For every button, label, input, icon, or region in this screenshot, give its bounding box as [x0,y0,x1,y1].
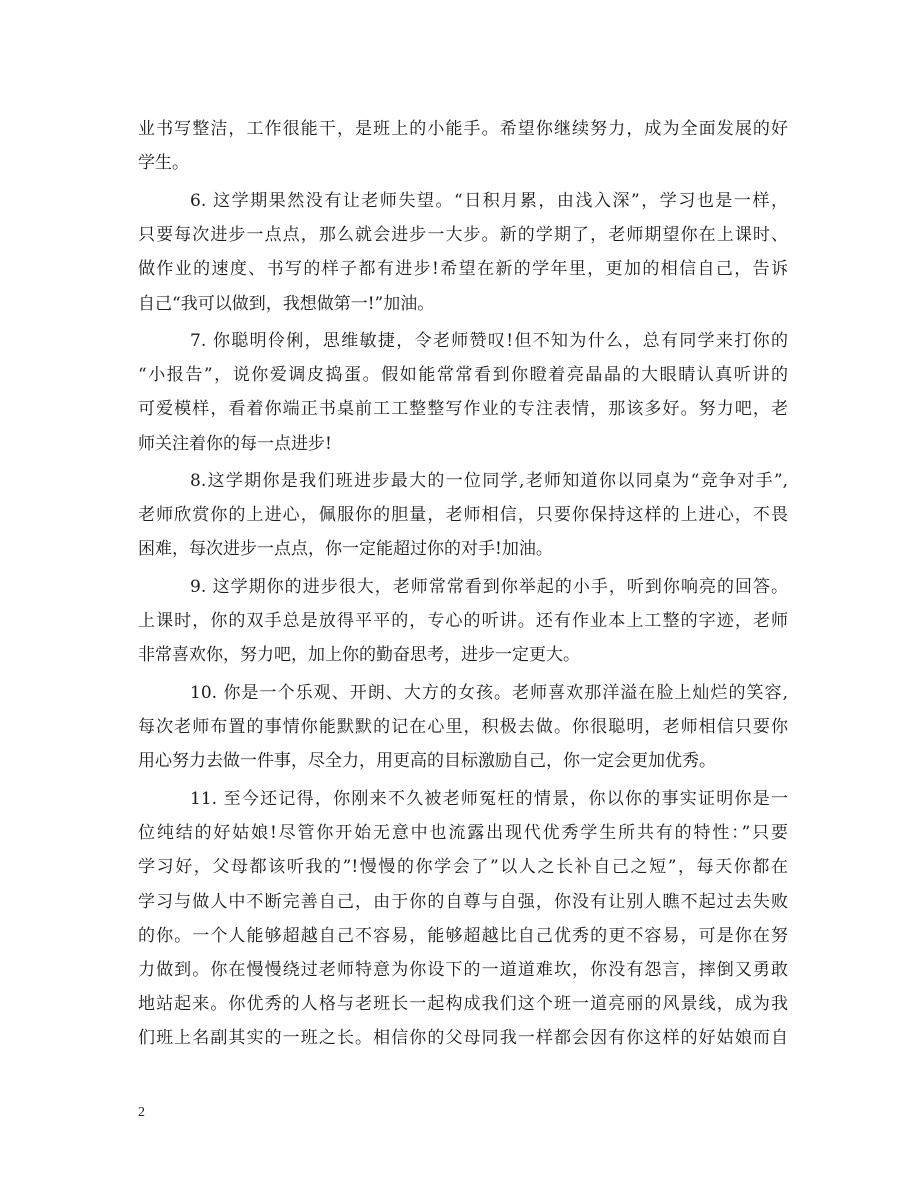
text-line: 地站起来。你优秀的人格与老班长一起构成我们这个班一道亮丽的风景线，成为我 [138,994,788,1014]
paragraph-7-first-line: 7. 你聪明伶俐，思维敏捷，令老师赞叹!但不知为什么，总有同学来打你的 [190,331,788,351]
text-line: 学习与做人中不断完善自己，由于你的自尊与自强，你没有让别人瞧不起过去失败 [138,892,788,912]
text-line: 非常喜欢你，努力吧，加上你的勤奋思考，进步一定更大。 [138,645,580,665]
text-line: 学习好，父母都该听我的”!慢慢的你学会了”以人之长补自己之短”，每天你都在 [138,857,788,877]
text-line: 用心努力去做一件事，尽全力，用更高的目标激励自己，你一定会更加优秀。 [138,751,716,771]
text-line: 只要每次进步一点点，那么就会进步一大步。新的学期了，老师期望你在上课时、 [138,225,788,245]
paragraph-8-first-line: 8.这学期你是我们班进步最大的一位同学,老师知道你以同桌为“竞争对手”, [190,471,788,491]
paragraph-9-first-line: 9. 这学期你的进步很大，老师常常看到你举起的小手，听到你响亮的回答。 [190,577,788,597]
text-line: 位纯结的好姑娘!尽管你开始无意中也流露出现代优秀学生所共有的特性：”只要 [138,823,788,843]
text-line: 上课时，你的双手总是放得平平的，专心的听讲。还有作业本上工整的字迹，老师 [138,611,788,631]
text-line: 每次老师布置的事情你能默默的记在心里，积极去做。你很聪明，老师相信只要你 [138,717,788,737]
text-line: “小报告”，说你爱调皮捣蛋。假如能常常看到你瞪着亮晶晶的大眼睛认真听讲的 [138,365,788,385]
text-line: 师关注着你的每一点进步! [138,434,332,454]
text-line: 做作业的速度、书写的样子都有进步!希望在新的学年里，更加的相信自己，告诉 [138,259,788,279]
text-line: 力做到。你在慢慢绕过老师特意为你设下的一道道难坎，你没有怨言，摔倒又勇敢 [138,960,788,980]
text-line: 老师欣赏你的上进心，佩服你的胆量，老师相信，只要你保持这样的上进心，不畏 [138,505,788,525]
text-line: 业书写整洁，工作很能干，是班上的小能手。希望你继续努力，成为全面发展的好 [138,119,788,139]
text-line: 的你。一个人能够超越自己不容易，能够超越比自己优秀的更不容易，可是你在努 [138,926,788,946]
paragraph-10-first-line: 10. 你是一个乐观、开朗、大方的女孩。老师喜欢那洋溢在脸上灿烂的笑容, [190,683,788,703]
text-line: 可爱模样，看着你端正书桌前工工整整写作业的专注表情，那该多好。努力吧，老 [138,399,788,419]
text-line: 困难，每次进步一点点，你一定能超过你的对手!加油。 [138,539,553,559]
page-number: 2 [138,1105,145,1120]
text-line: 们班上名副其实的一班之长。相信你的父母同我一样都会因有你这样的好姑娘而自 [138,1028,788,1048]
paragraph-6-first-line: 6. 这学期果然没有让老师失望。“日积月累，由浅入深”，学习也是一样， [190,191,788,211]
paragraph-11-first-line: 11. 至今还记得，你刚来不久被老师冤枉的情景，你以你的事实证明你是一 [190,789,788,809]
text-line: 学生。 [138,153,189,173]
text-line: 自己“我可以做到，我想做第一!”加油。 [138,294,435,314]
